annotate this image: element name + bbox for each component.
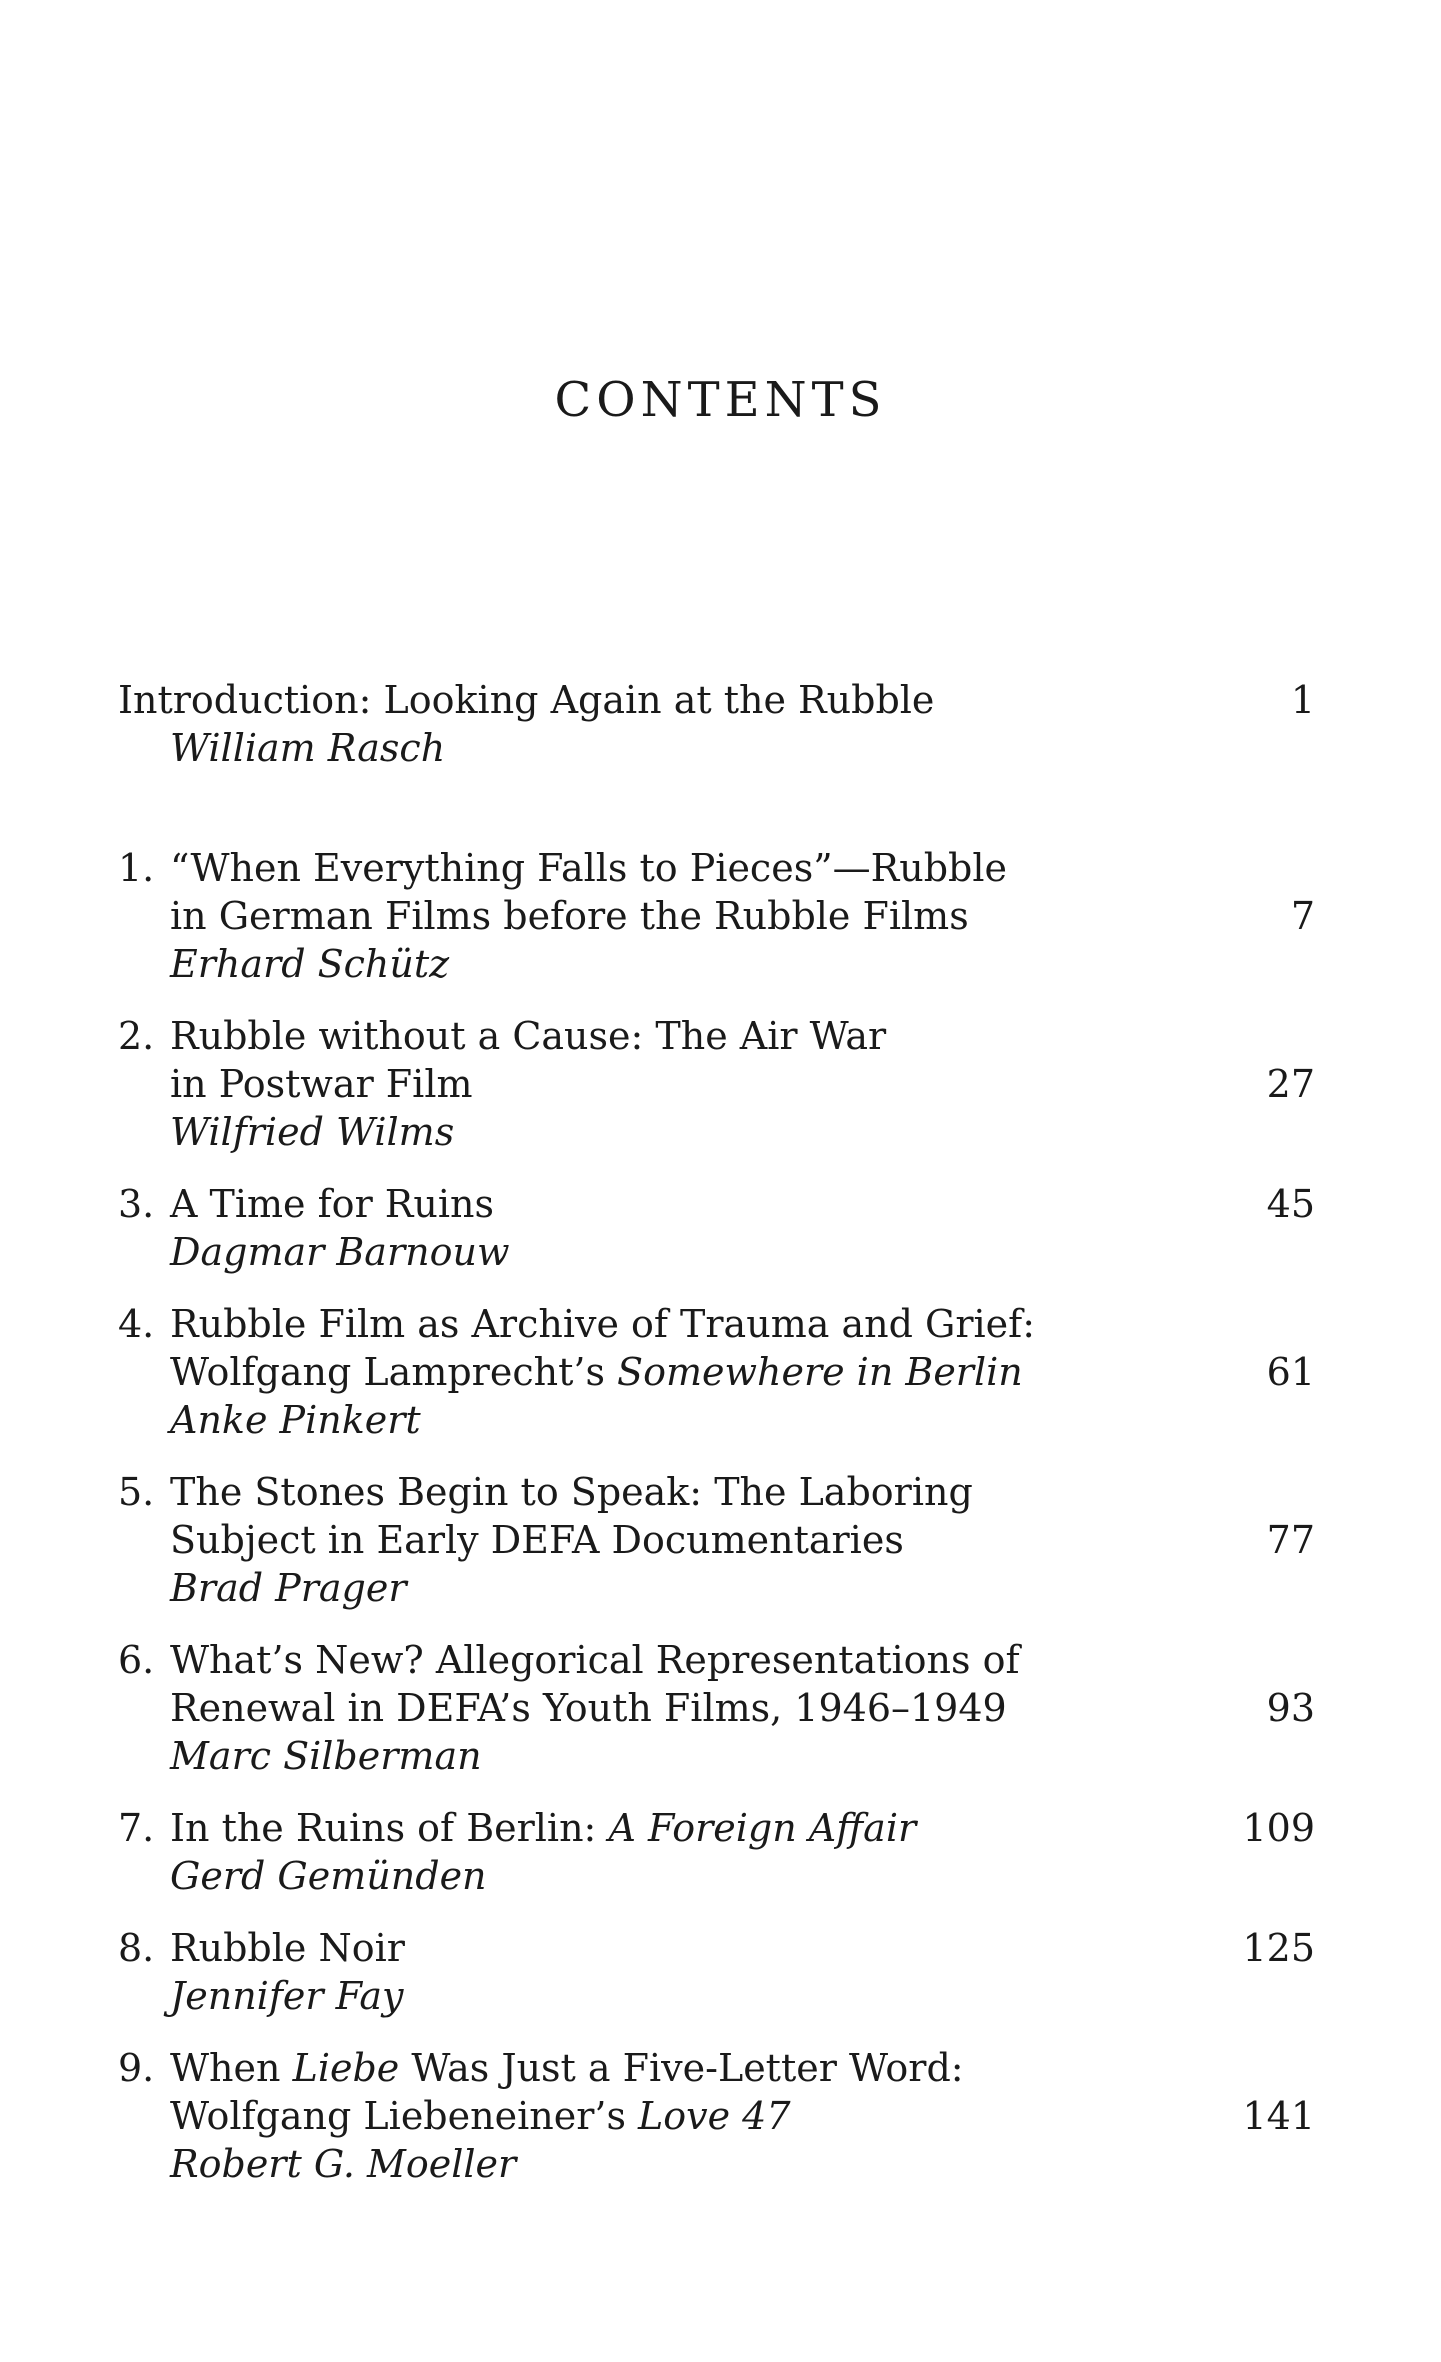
entry-title-line: in Postwar Film	[170, 1062, 473, 1106]
chapter-number: 2.	[118, 1014, 155, 1058]
entry-title-line: Rubble without a Cause: The Air War	[170, 1014, 887, 1058]
entry-title-text: Was Just a Five-Letter Word:	[399, 2046, 964, 2090]
page-number: 1	[1290, 678, 1315, 722]
entry-author: Jennifer Fay	[170, 1974, 404, 2018]
entry-title-line: “When Everything Falls to Pieces”—Rubble	[170, 846, 1008, 890]
film-title: Love 47	[638, 2094, 791, 2138]
entry-title-line	[170, 2092, 1185, 2140]
toc-entry-introduction[interactable]	[118, 676, 1315, 772]
page-number: 141	[1242, 2094, 1315, 2138]
entry-title-line: Renewal in DEFA’s Youth Films, 1946–1949	[170, 1686, 1007, 1730]
chapter-number: 3.	[118, 1182, 155, 1226]
entry-title-line	[170, 1348, 1185, 1396]
entry-author: Anke Pinkert	[170, 1398, 421, 1442]
entry-title-line	[170, 1804, 1185, 1852]
chapter-number: 8.	[118, 1926, 155, 1970]
entry-author: Erhard Schütz	[170, 942, 450, 986]
entry-title-line: Rubble Film as Archive of Trauma and Grief:	[170, 1302, 1036, 1346]
toc-entry-chapter-2[interactable]	[118, 1012, 1315, 1156]
toc-entry-chapter-1[interactable]	[118, 844, 1315, 988]
entry-title-line: The Stones Begin to Speak: The Laboring	[170, 1470, 973, 1514]
entry-title-text: When	[170, 2046, 293, 2090]
page-number: 93	[1266, 1686, 1315, 1730]
entry-author: Dagmar Barnouw	[170, 1230, 510, 1274]
entry-title-line: Rubble Noir	[170, 1926, 405, 1970]
entry-title: Introduction: Looking Again at the Rubble	[118, 678, 935, 722]
page-number: 125	[1242, 1926, 1315, 1970]
table-of-contents	[118, 676, 1315, 2212]
toc-entry-chapter-4[interactable]	[118, 1300, 1315, 1444]
page-title	[0, 372, 1441, 428]
chapter-number: 7.	[118, 1806, 155, 1850]
page-number: 27	[1266, 1062, 1315, 1106]
film-title: Somewhere in Berlin	[617, 1350, 1023, 1394]
page-number: 7	[1290, 894, 1315, 938]
entry-title-line	[170, 2044, 1185, 2092]
entry-title-line: Subject in Early DEFA Documentaries	[170, 1518, 904, 1562]
entry-title-line: What’s New? Allegorical Representations of	[170, 1638, 1020, 1682]
page-number: 77	[1266, 1518, 1315, 1562]
entry-title-text: In the Ruins of Berlin:	[170, 1806, 609, 1850]
entry-author: William Rasch	[170, 726, 446, 770]
toc-entry-chapter-3[interactable]	[118, 1180, 1315, 1276]
chapter-number: 6.	[118, 1638, 155, 1682]
entry-title-line: A Time for Ruins	[170, 1182, 495, 1226]
chapter-number: 5.	[118, 1470, 155, 1514]
toc-entry-chapter-9[interactable]	[118, 2044, 1315, 2188]
entry-author: Gerd Gemünden	[170, 1854, 487, 1898]
entry-author: Brad Prager	[170, 1566, 407, 1610]
chapter-number: 9.	[118, 2046, 155, 2090]
toc-entry-chapter-6[interactable]	[118, 1636, 1315, 1780]
page-number: 61	[1266, 1350, 1315, 1394]
entry-title-line: in German Films before the Rubble Films	[170, 894, 969, 938]
entry-author: Robert G. Moeller	[170, 2142, 517, 2186]
film-title: A Foreign Affair	[608, 1806, 917, 1850]
chapter-number: 4.	[118, 1302, 155, 1346]
page-title-text: CONTENTS	[554, 372, 887, 428]
toc-entry-chapter-8[interactable]	[118, 1924, 1315, 2020]
entry-author: Wilfried Wilms	[170, 1110, 455, 1154]
entry-author: Marc Silberman	[170, 1734, 482, 1778]
toc-entry-chapter-5[interactable]	[118, 1468, 1315, 1612]
toc-entry-chapter-7[interactable]	[118, 1804, 1315, 1900]
chapter-number: 1.	[118, 846, 155, 890]
page-number: 45	[1266, 1182, 1315, 1226]
film-title: Liebe	[292, 2046, 400, 2090]
page-number: 109	[1242, 1806, 1315, 1850]
entry-title-text: Wolfgang Liebeneiner’s	[170, 2094, 639, 2138]
entry-title-text: Wolfgang Lamprecht’s	[170, 1350, 618, 1394]
